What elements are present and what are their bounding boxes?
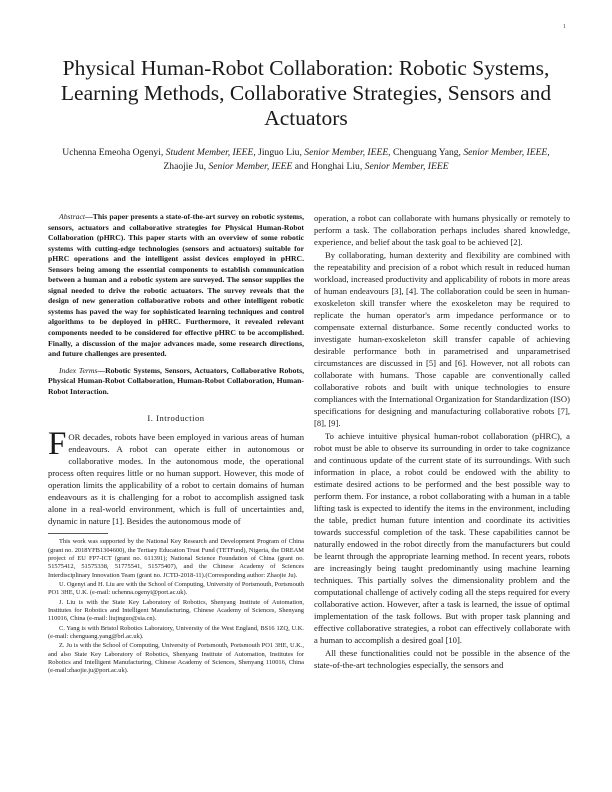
intro-paragraph (48, 426, 304, 527)
body-paragraph: To achieve intuitive physical human-robot collaboration (pHRC), a robot must be able to observe its surrounding in order to take cognizance and continuous update of the current state of its surroundings. With such information in place, a robot could be endowed with the ability to estimate desired actions to be performed and the best possible way to perform them. For instance, a robot collaborating with a human in a table lifting task is expected to identify the items in the environment, including the table, predict human future intention and coordinate its activities towards successful completion of the task. These capabilities cannot be naturally endowed in the robot directly from the manufacturers but could be learnt through the appropriate learning method. In recent years, robots are increasingly being taught predominantly using machine learning techniques. This partially solves the dimensionality problem and the computational challenge of actively coding all the steps required for every collaborative action. However, after a task is learned, the issue of optimal implementation of the task follows. But with proper task planning and effective collaborative strategies, a robot can effectively collaborate with a human to accomplish a desired goal [10]. (314, 431, 570, 645)
section-heading: I. Introduction (147, 413, 205, 424)
author-role: Senior Member, IEEE (208, 161, 293, 172)
footnote: J. Liu is with the State Key Laboratory of Robotics, Shenyang Institute of Automation, Institutes for Robotics and Intelligent Manufacturing, Chinese Academy of Sciences, Shenyang 110016, China (e-mail: liujinguo@sia.cn). (48, 598, 304, 623)
abstract-label: Abstract (59, 212, 86, 221)
author-name: Uchenna Emeoha Ogenyi, (62, 147, 164, 158)
footnote: This work was supported by the National Key Research and Development Program of China (grant no. 2018YFB1304600), the Tertiary Education Trust Fund (TETFund), Nigeria, the DREAM project of EU FP7-ICT (grant no. 611391); National Science Foundation of China (grant no. 51575412, 51575338, 51775541, 51575407), and the Chinese Academy of Sciences Interdisciplinary Innovation Team (grant no. JCTD-2018-11).(Corresponding author: Zhaojie Ju). (48, 538, 304, 579)
left-column (48, 212, 304, 677)
footnote-divider (48, 533, 108, 534)
author-name: Chenguang Yang, (393, 147, 461, 158)
index-terms-text: —Robotic Systems, Sensors, Actuators, Collaborative Robots, Physical Human-Robot Collaboration, Human-Robot Collaboration, Human-Robot Interaction. (48, 365, 304, 396)
author-conjunction: and (294, 161, 309, 172)
footnotes (48, 538, 304, 676)
footnote: C. Yang is with Bristol Robotics Laboratory, University of the West England, BS16 1ZQ, U.K. (e-mail: chenguang.yang@brl.ac.uk). (48, 624, 304, 641)
author-role: Senior Member, IEEE, (304, 147, 391, 158)
page-number: 1 (563, 24, 566, 30)
body-paragraph: By collaborating, human dexterity and flexibility are combined with the repeatability and precision of a robot which result in reduced human workload, increased productivity and applicability of robots in more areas of human endeavours [3], [4]. The collaboration could be seen in human-exoskeleton skill transfer where the exoskeleton may be required to replicate the human operator's arm impedance performance or to compensate external disturbance. Some recently conducted works to investigate human-exoskeleton skill transfer capable of achieving desirable performance both in parametrised and unparametrised circumstances are discussed in [5] and [6]. However, not all robots can collaborate with humans. Those capable are conventionally called collaborative robots and built with unique technologies to ensure compliances with the International Organization for Standardization (ISO) specifications for designing and manufacturing collaborative robots [7], [8], [9]. (314, 250, 570, 428)
author-role: Senior Member, IEEE (364, 161, 449, 172)
abstract (48, 212, 304, 360)
author-role: Senior Member, IEEE, (463, 147, 550, 158)
author-name: Zhaojie Ju, (163, 161, 207, 172)
index-terms (48, 366, 304, 398)
body-paragraph: All these functionalities could not be possible in the absence of the state-of-the-art technologies especially, the sensors and (314, 648, 570, 670)
drop-cap: F (48, 426, 67, 463)
intro-text: OR decades, robots have been employed in various areas of human endeavours. A robot can operate either in autonomous or collaborative modes. In the autonomous mode, the operational process often requires little or no human support. However, this mode of operation limits the applicability of a robot to certain domains of human endeavours as it is challenging for a robot to accomplish assigned task alone in a real-world environment, which is full of uncertainties and, dynamic in nature [1]. Besides the autonomous mode of (48, 432, 304, 527)
abstract-text: —This paper presents a state-of-the-art survey on robotic systems, sensors, actuators and collaborative strategies for Physical Human-Robot Collaboration (pHRC). This paper starts with an overview of some robotic systems with cutting-edge technologies (sensors and actuators) suitable for pHRC operations and the intelligent assist devices employed in pHRC. Sensors being among the essential components to establish communication between a human and a robotic system are surveyed. The sensor supplies the signal needed to drive the robotic actuators. The survey reveals that the design of new generation collaborative robots and other intelligent robotic systems has paved the way for sophisticated learning techniques and control algorithms to be deployed in pHRC. Furthermore, it revealed relevant components needed to be considered for effective pHRC to be accomplished. Finally, a discussion of the major advances made, some research directions, and future challenges are presented. (48, 212, 304, 359)
footnote: U. Ogenyi and H. Liu are with the School of Computing, University of Portsmouth, Portsmouth PO1 3HE, U.K. (e-mail: uchenna.ogenyi@port.ac.uk). (48, 581, 304, 597)
right-column (314, 212, 570, 672)
paper-title: Physical Human-Robot Collaboration: Robotic Systems, Learning Methods, Collaborative Strategies, Sensors and Actuators (60, 56, 552, 130)
body-paragraph: operation, a robot can collaborate with humans physically or remotely to perform a task. The collaboration perhaps includes shared knowledge, experience, and belief about the task goal to be achieved [2]. (314, 213, 570, 247)
author-role: Student Member, IEEE, (165, 147, 256, 158)
footnote: Z. Ju is with the School of Computing, University of Portsmouth, Portsmouth PO1 3HE, U.K., and also State Key Laboratory of Robotics, Shenyang Institute of Automation, Institutes for Robotics and Intelligent Manufacturing, Chinese Academy of Sciences, Shenyang 110016, China (e-mail:zhaojie.ju@port.ac.uk). (48, 642, 304, 675)
author-name: Jinguo Liu, (258, 147, 302, 158)
index-terms-label: Index Terms (59, 365, 98, 375)
author-list (58, 146, 554, 174)
author-name: Honghai Liu, (311, 161, 363, 172)
